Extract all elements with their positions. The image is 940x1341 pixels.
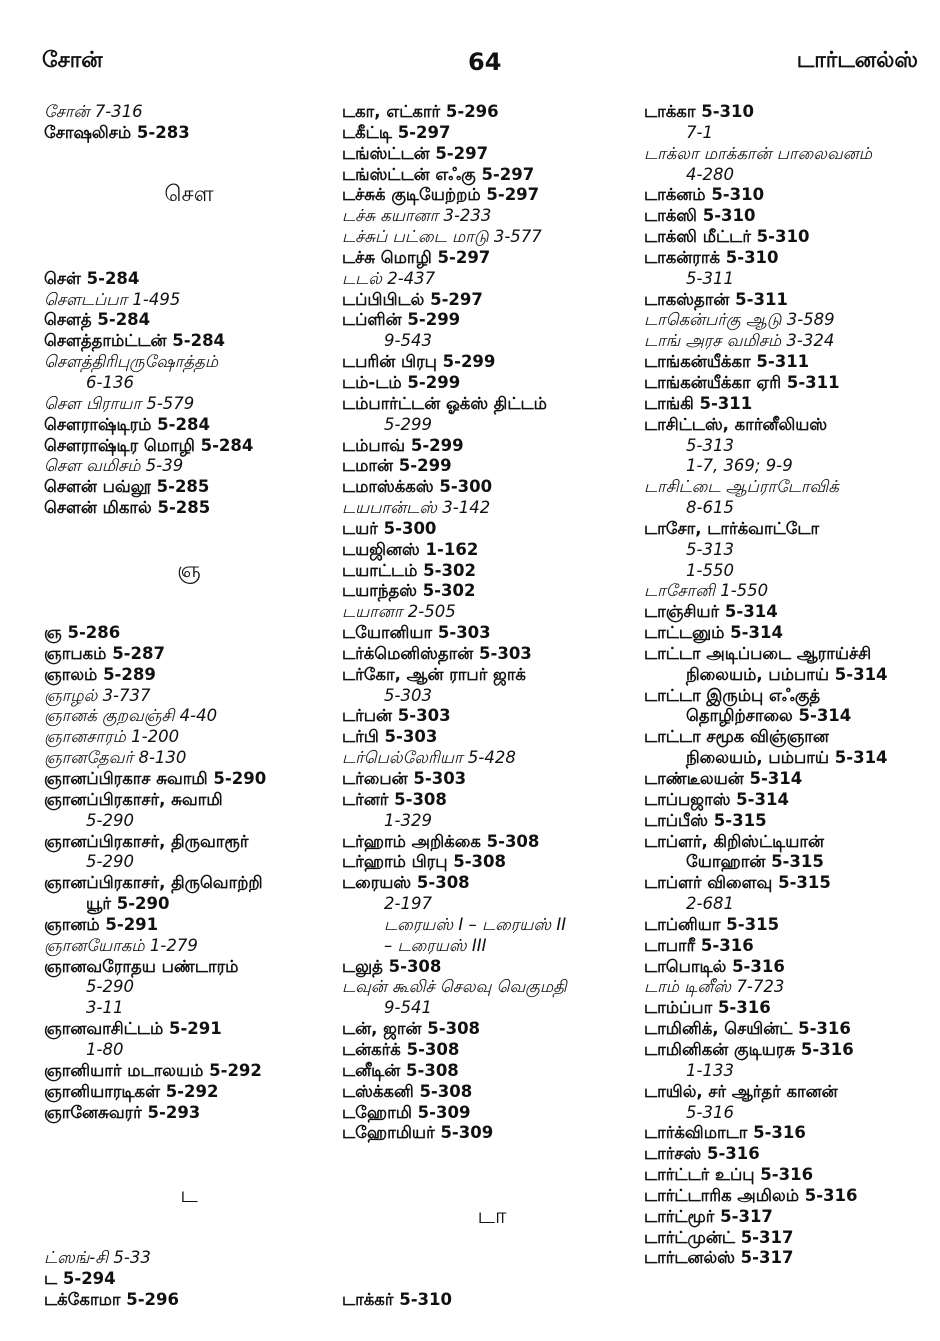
index-entry: சௌ பிராயா 5-579 (44, 393, 195, 413)
index-entry: டர்பி 5-303 (342, 727, 438, 747)
index-entry: டாகன்ராக் 5-310 (644, 247, 779, 267)
index-entry: யோஹான் 5-315 (686, 852, 824, 872)
index-entry: 8-615 (686, 498, 734, 518)
index-entry: டம்பார்ட்டன் ஓக்ஸ் திட்டம் (342, 393, 547, 413)
index-entry: டம்பாவ் 5-299 (342, 435, 464, 455)
index-entry: டலுத் 5-308 (342, 956, 442, 976)
index-entry: டாப்பஜாஸ் 5-314 (644, 789, 789, 809)
index-entry (44, 144, 334, 165)
index-entry: டாட்டா அடிப்படை ஆராய்ச்சி (644, 643, 872, 663)
index-entry: 1-329 (384, 810, 432, 830)
index-column-1 (44, 102, 334, 1311)
index-entry: யூர் 5-290 (86, 894, 170, 914)
index-entry: சோன் 7-316 (44, 102, 143, 121)
index-entry (44, 1228, 334, 1249)
index-entry: 5-316 (686, 1102, 734, 1122)
index-entry: டார்ட்மூர் 5-317 (644, 1206, 773, 1226)
section-letter: சௌ (164, 182, 214, 208)
index-entry (44, 581, 334, 602)
index-entry: டரையஸ் I – டரையஸ் II (384, 914, 567, 934)
index-entry: டார்டனல்ஸ் 5-317 (644, 1248, 794, 1268)
index-entry (44, 227, 334, 248)
index-entry: டாஞ்சியர் 5-314 (644, 602, 778, 622)
index-entry: டாங் அரச வமிசம் 3-324 (644, 331, 835, 351)
section-letter: ட (180, 1182, 198, 1208)
index-entry: டங்ஸ்ட்டன் 5-297 (342, 143, 489, 163)
index-entry: டப்ளின் 5-299 (342, 310, 461, 330)
index-entry: டாகஸ்தான் 5-311 (644, 289, 788, 309)
index-entry (44, 1123, 334, 1144)
index-entry: டஸ்க்கனி 5-308 (342, 1081, 473, 1101)
index-entry: 5-290 (86, 852, 134, 872)
index-entry: – டரையஸ் III (384, 935, 487, 955)
index-entry: டாமினிகன் குடியரசு 5-316 (644, 1039, 854, 1059)
index-entry: 1-133 (686, 1060, 734, 1080)
index-column-2 (342, 102, 642, 1311)
index-entry: நிலையம், பம்பாய் 5-314 (686, 664, 888, 684)
index-entry: டாபொடில் 5-316 (644, 956, 785, 976)
index-entry: டயானா 2-505 (342, 602, 456, 622)
index-entry: டங்ஸ்ட்டன் எஃகு 5-297 (342, 164, 535, 184)
index-entry: ஞானேசுவரர் 5-293 (44, 1102, 201, 1122)
index-entry: டாசோனி 1-550 (644, 581, 769, 601)
index-entry: டாட்டனும் 5-314 (644, 623, 783, 643)
index-entry: டக்கோமா 5-296 (44, 1290, 179, 1310)
index-entry: ஞானப்பிரகாசர், சுவாமி (44, 789, 223, 809)
index-entry: 9-541 (384, 998, 432, 1018)
index-entry: டகீட்டி 5-297 (342, 122, 451, 142)
index-entry: டனீடின் 5-308 (342, 1060, 459, 1080)
index-entry: டாப்பீஸ் 5-315 (644, 810, 767, 830)
index-entry: நிலையம், பம்பாய் 5-314 (686, 748, 888, 768)
index-entry: 5-303 (384, 685, 432, 705)
index-entry: டடல் 2-437 (342, 268, 436, 288)
index-entry: டாசோ, டார்க்வாட்டோ (644, 518, 820, 538)
index-entry: டச்சுப் பட்டை மாடு 3-577 (342, 227, 542, 247)
index-entry: டாட்டா சமூக விஞ்ஞான (644, 727, 829, 747)
index-entry: டர்பைன் 5-303 (342, 769, 467, 788)
index-entry: ஞானக் குறவஞ்சி 4-40 (44, 706, 218, 726)
index-entry: டம்-டம் 5-299 (342, 372, 461, 392)
index-entry: டாப்ளர், கிறிஸ்ட்டியான் (644, 831, 825, 851)
index-entry: ஞாலம் 5-289 (44, 664, 156, 684)
index-entry: 5-290 (86, 810, 134, 830)
index-entry: டர்னர் 5-308 (342, 789, 447, 809)
index-entry: டாங்கி 5-311 (644, 393, 753, 413)
index-entry: டயோனியா 5-303 (342, 623, 491, 643)
index-entry: 5-299 (384, 414, 432, 434)
index-entry: ஞானியாரடிகள் 5-292 (44, 1081, 219, 1101)
header-right-word: டார்டனல்ஸ் (796, 48, 918, 73)
index-entry: டார்ட்டர் உப்பு 5-316 (644, 1165, 814, 1185)
index-entry: டரையஸ் 5-308 (342, 873, 470, 893)
index-entry: டார்சஸ் 5-316 (644, 1144, 760, 1164)
index-entry: டமாஸ்க்கஸ் 5-300 (342, 477, 493, 497)
index-entry: டவுன் கூலிச் செலவு வெகுமதி (342, 977, 567, 997)
index-entry: ஞானம் 5-291 (44, 914, 159, 934)
index-entry: டச்சு கயானா 3-233 (342, 206, 492, 226)
index-entry (342, 1144, 642, 1165)
index-entry: டர்பெல்லேரியா 5-428 (342, 748, 516, 768)
index-entry: 1-7, 369; 9-9 (686, 456, 793, 476)
index-entry: 1-80 (86, 1039, 124, 1059)
index-entry: சௌத்திரிபுருஷோத்தம் (44, 352, 219, 372)
index-entry: டன், ஜான் 5-308 (342, 1019, 481, 1039)
index-entry: டார்ட்முன்ட் 5-317 (644, 1227, 794, 1247)
page-number: 64 (468, 48, 502, 76)
index-entry: சௌராஷ்டிரம் 5-284 (44, 414, 210, 434)
index-entry: 5-313 (686, 539, 734, 559)
section-letter: ஞ (177, 557, 201, 583)
index-entry: டாக்னம் 5-310 (644, 185, 765, 205)
index-entry (342, 1248, 642, 1269)
index-entry: டர்க்மெனிஸ்தான் 5-303 (342, 643, 532, 663)
section-letter: டா (477, 1203, 507, 1229)
index-entry (342, 1228, 642, 1249)
index-entry (44, 206, 334, 227)
index-column-3 (644, 102, 938, 1269)
index-entry: ஞானவரோதய பண்டாரம் (44, 956, 239, 976)
index-entry: டாம்ப்பா 5-316 (644, 998, 771, 1018)
index-entry: செள் 5-284 (44, 268, 140, 288)
index-entry: 6-136 (86, 372, 134, 392)
index-entry: 2-197 (384, 894, 432, 914)
index-entry: டார்ட்டாரிக அமிலம் 5-316 (644, 1185, 858, 1205)
index-entry: டாக்ஸி மீட்டர் 5-310 (644, 227, 810, 247)
index-entry: டாங்கன்யீக்கா 5-311 (644, 352, 810, 372)
index-entry: டாக்கர் 5-310 (342, 1290, 452, 1310)
index-entry: 3-11 (86, 998, 124, 1018)
index-entry: டயர் 5-300 (342, 518, 437, 538)
index-entry: ஞானியார் மடாலயம் 5-292 (44, 1060, 262, 1080)
index-entry (44, 1144, 334, 1165)
index-entry: டர்ஹாம் பிரபு 5-308 (342, 852, 506, 872)
index-entry: ஞானப்பிரகாசர், திருவொற்றி (44, 873, 263, 893)
header-left-word: சோன் (42, 48, 103, 73)
index-entry: டாட்டா இரும்பு எஃகுத் (644, 685, 821, 705)
index-entry: டஹோமி 5-309 (342, 1102, 471, 1122)
index-entry: சௌராஷ்டிர மொழி 5-284 (44, 435, 254, 455)
index-entry: டயபான்டஸ் 3-142 (342, 498, 491, 518)
index-entry: டமான் 5-299 (342, 456, 452, 476)
index-entry: சௌத்தாம்ட்டன் 5-284 (44, 331, 226, 351)
index-entry (342, 1165, 642, 1186)
index-entry: டர்பன் 5-303 (342, 706, 451, 726)
index-entry: டகா, எட்கார் 5-296 (342, 102, 499, 121)
index-entry: டன்கர்க் 5-308 (342, 1039, 460, 1059)
index-entry: 1-550 (686, 560, 734, 580)
index-entry: டர்ஹாம் அறிக்கை 5-308 (342, 831, 540, 851)
index-entry: 5-313 (686, 435, 734, 455)
index-entry: 5-290 (86, 977, 134, 997)
index-entry: ஞாபகம் 5-287 (44, 643, 165, 663)
index-entry: ஞ 5-286 (44, 623, 121, 643)
index-entry: 9-543 (384, 331, 432, 351)
index-entry: டச்சு மொழி 5-297 (342, 247, 491, 267)
index-entry: சௌத் 5-284 (44, 310, 151, 330)
index-entry: ட்ஸங்-சி 5-33 (44, 1248, 151, 1268)
index-entry: டாக்லா மாக்கான் பாலைவனம் (644, 143, 873, 163)
index-entry: சௌ வமிசம் 5-39 (44, 456, 184, 476)
index-entry: சௌன் மிகால் 5-285 (44, 498, 211, 518)
index-entry: ஞானப்பிரகாசர், திருவாரூர் (44, 831, 249, 851)
index-entry: டாசிட்டஸ், கார்னீலியஸ் (644, 414, 828, 434)
index-entry: டாகென்பர்கு ஆடு 3-589 (644, 310, 835, 330)
index-entry: சோஷலிசம் 5-283 (44, 122, 190, 142)
index-entry: 5-311 (686, 268, 734, 288)
index-entry: தொழிற்சாலை 5-314 (686, 706, 852, 726)
index-entry: 4-280 (686, 164, 734, 184)
index-entry: 2-681 (686, 894, 734, 914)
index-entry (44, 602, 334, 623)
index-entry: டாசிட்டை ஆப்ராடோவிக் (644, 477, 839, 497)
index-entry: ஞானப்பிரகாச சுவாமி 5-290 (44, 769, 267, 788)
index-entry: டாயில், சர் ஆர்தர் கானன் (644, 1081, 838, 1101)
index-entry: ஞானசாரம் 1-200 (44, 727, 180, 747)
index-entry (44, 519, 334, 540)
index-entry: ஞாழல் 3-737 (44, 685, 151, 705)
index-entry: டயாட்டம் 5-302 (342, 560, 476, 580)
index-entry: டயாந்தஸ் 5-302 (342, 581, 476, 601)
index-entry: டாண்டீலயன் 5-314 (644, 769, 803, 788)
index-entry: சௌன் பவ்லூ 5-285 (44, 477, 210, 497)
index-entry: ட 5-294 (44, 1269, 116, 1289)
index-entry: டாக்கா 5-310 (644, 102, 754, 121)
index-entry: டச்சுக் குடியேற்றம் 5-297 (342, 185, 540, 205)
index-entry: டாப்னியா 5-315 (644, 914, 780, 934)
index-entry: டாபாரீ 5-316 (644, 935, 754, 955)
index-entry: டாம் டினீஸ் 7-723 (644, 977, 785, 997)
index-entry: டாப்ளர் விளைவு 5-315 (644, 873, 831, 893)
index-entry: ஞானதேவர் 8-130 (44, 748, 187, 768)
index-entry: டர்கோ, ஆன் ராபர் ஜாக் (342, 664, 526, 684)
index-entry (342, 1269, 642, 1290)
index-entry: ஞானவாசிட்டம் 5-291 (44, 1019, 222, 1039)
index-entry: டஹோமியர் 5-309 (342, 1123, 494, 1143)
index-entry: டார்க்விமாடா 5-316 (644, 1123, 806, 1143)
index-entry: டயஜினஸ் 1-162 (342, 539, 479, 559)
index-entry: டாங்கன்யீக்கா ஏரி 5-311 (644, 372, 840, 392)
index-entry: டாமினிக், செயின்ட் 5-316 (644, 1019, 851, 1039)
index-entry: டாக்ஸி 5-310 (644, 206, 756, 226)
index-entry: சௌடப்பா 1-495 (44, 289, 181, 309)
index-entry: ஞானயோகம் 1-279 (44, 935, 198, 955)
index-entry: டப்பிபிடல் 5-297 (342, 289, 483, 309)
index-entry: டபரின் பிரபு 5-299 (342, 352, 496, 372)
index-entry (44, 1207, 334, 1228)
index-entry (44, 248, 334, 269)
index-entry: 7-1 (686, 122, 713, 142)
